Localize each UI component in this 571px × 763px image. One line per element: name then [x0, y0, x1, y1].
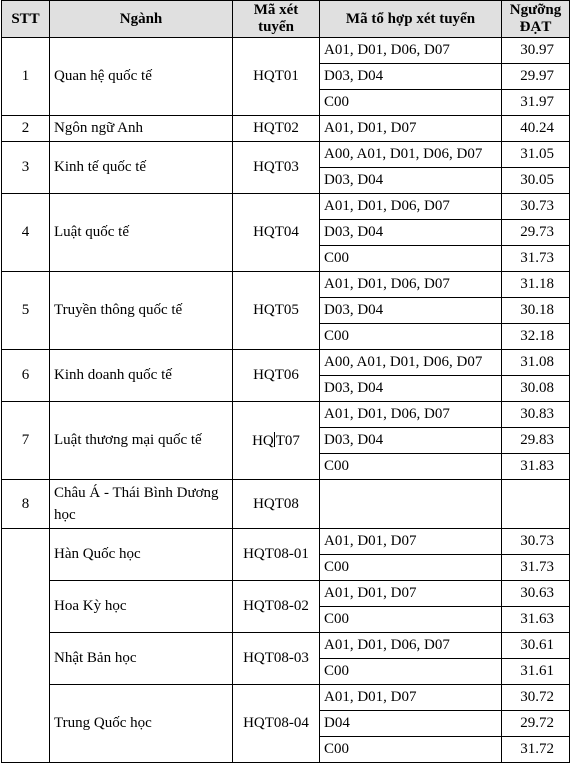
sub-major-code-cell: HQT08-04 — [233, 685, 320, 763]
score-cell: 30.72 — [502, 685, 570, 711]
score-cell: 30.08 — [502, 376, 570, 402]
table-row — [2, 38, 570, 64]
stt-cell: 6 — [2, 350, 50, 402]
header-nganh: Ngành — [50, 1, 233, 38]
stt-cell: 8 — [2, 480, 50, 529]
score-cell: 29.73 — [502, 220, 570, 246]
table-row — [2, 529, 570, 555]
score-cell: 29.83 — [502, 428, 570, 454]
score-cell: 31.05 — [502, 142, 570, 168]
major-code-cell: HQT05 — [233, 272, 320, 350]
combo-cell: A01, D01, D06, D07 — [320, 194, 502, 220]
header-ma-xet-tuyen: Mã xét tuyển — [233, 1, 320, 38]
combo-cell: A00, A01, D01, D06, D07 — [320, 350, 502, 376]
score-cell: 30.73 — [502, 529, 570, 555]
major-code-cell — [233, 402, 320, 480]
table-row — [2, 685, 570, 711]
admission-threshold-table — [1, 0, 570, 763]
combo-cell: A01, D01, D07 — [320, 116, 502, 142]
score-cell: 31.97 — [502, 90, 570, 116]
score-cell: 30.05 — [502, 168, 570, 194]
score-cell: 30.61 — [502, 633, 570, 659]
combo-cell: D04 — [320, 711, 502, 737]
major-name-cell: Châu Á - Thái Bình Dương học — [50, 480, 233, 529]
sub-major-code-cell: HQT08-03 — [233, 633, 320, 685]
sub-major-name-cell: Hoa Kỳ học — [50, 581, 233, 633]
table-row — [2, 116, 570, 142]
combo-cell: D03, D04 — [320, 376, 502, 402]
table-header-row — [2, 1, 570, 38]
stt-cell: 3 — [2, 142, 50, 194]
stt-cell: 1 — [2, 38, 50, 116]
major-code-cell: HQT08 — [233, 480, 320, 529]
combo-cell: C00 — [320, 90, 502, 116]
combo-cell: A01, D01, D07 — [320, 581, 502, 607]
combo-cell: C00 — [320, 454, 502, 480]
combo-cell: C00 — [320, 607, 502, 633]
combo-cell — [320, 480, 502, 529]
combo-cell: D03, D04 — [320, 64, 502, 90]
score-cell: 31.61 — [502, 659, 570, 685]
stt-cell-empty — [2, 529, 50, 763]
combo-cell: A00, A01, D01, D06, D07 — [320, 142, 502, 168]
major-code-cell: HQT02 — [233, 116, 320, 142]
sub-major-name-cell: Nhật Bản học — [50, 633, 233, 685]
score-cell: 30.83 — [502, 402, 570, 428]
score-cell: 31.83 — [502, 454, 570, 480]
major-name-cell: Kinh doanh quốc tế — [50, 350, 233, 402]
combo-cell: A01, D01, D07 — [320, 529, 502, 555]
stt-cell: 2 — [2, 116, 50, 142]
score-cell: 32.18 — [502, 324, 570, 350]
score-cell: 31.73 — [502, 555, 570, 581]
combo-cell: D03, D04 — [320, 428, 502, 454]
score-cell: 29.97 — [502, 64, 570, 90]
score-cell: 30.63 — [502, 581, 570, 607]
score-cell: 31.73 — [502, 246, 570, 272]
major-code-cell: HQT01 — [233, 38, 320, 116]
score-cell: 30.73 — [502, 194, 570, 220]
major-name-cell: Ngôn ngữ Anh — [50, 116, 233, 142]
combo-cell: C00 — [320, 659, 502, 685]
score-cell — [502, 480, 570, 529]
combo-cell: A01, D01, D06, D07 — [320, 38, 502, 64]
score-cell: 40.24 — [502, 116, 570, 142]
score-cell: 31.18 — [502, 272, 570, 298]
major-name-cell: Truyền thông quốc tế — [50, 272, 233, 350]
combo-cell: A01, D01, D06, D07 — [320, 633, 502, 659]
major-name-cell: Luật quốc tế — [50, 194, 233, 272]
combo-cell: C00 — [320, 324, 502, 350]
major-code-cell: HQT06 — [233, 350, 320, 402]
stt-cell: 4 — [2, 194, 50, 272]
major-code-part: HQ — [252, 432, 274, 449]
table-row — [2, 272, 570, 298]
major-code-part: T07 — [275, 432, 300, 449]
major-name-cell: Quan hệ quốc tế — [50, 38, 233, 116]
major-name-cell: Luật thương mại quốc tế — [50, 402, 233, 480]
table-row — [2, 350, 570, 376]
score-cell: 31.08 — [502, 350, 570, 376]
combo-cell: A01, D01, D06, D07 — [320, 272, 502, 298]
sub-major-name-cell: Hàn Quốc học — [50, 529, 233, 581]
major-code-cell: HQT04 — [233, 194, 320, 272]
combo-cell: C00 — [320, 555, 502, 581]
score-cell: 29.72 — [502, 711, 570, 737]
combo-cell: A01, D01, D07 — [320, 685, 502, 711]
sub-major-name-cell: Trung Quốc học — [50, 685, 233, 763]
sub-major-code-cell: HQT08-02 — [233, 581, 320, 633]
combo-cell: D03, D04 — [320, 168, 502, 194]
sub-major-code-cell: HQT08-01 — [233, 529, 320, 581]
score-cell: 31.72 — [502, 737, 570, 763]
table-row — [2, 194, 570, 220]
header-to-hop: Mã tổ hợp xét tuyển — [320, 1, 502, 38]
combo-cell: C00 — [320, 246, 502, 272]
table-row — [2, 581, 570, 607]
score-cell: 30.97 — [502, 38, 570, 64]
major-name-cell: Kinh tế quốc tế — [50, 142, 233, 194]
header-nguong: Ngưỡng ĐẠT — [502, 1, 570, 38]
stt-cell: 5 — [2, 272, 50, 350]
combo-cell: C00 — [320, 737, 502, 763]
table-row — [2, 480, 570, 529]
table-row — [2, 402, 570, 428]
major-code-cell: HQT03 — [233, 142, 320, 194]
score-cell: 31.63 — [502, 607, 570, 633]
table-row — [2, 142, 570, 168]
header-stt: STT — [2, 1, 50, 38]
combo-cell: A01, D01, D06, D07 — [320, 402, 502, 428]
stt-cell: 7 — [2, 402, 50, 480]
table-row — [2, 633, 570, 659]
combo-cell: D03, D04 — [320, 298, 502, 324]
score-cell: 30.18 — [502, 298, 570, 324]
combo-cell: D03, D04 — [320, 220, 502, 246]
